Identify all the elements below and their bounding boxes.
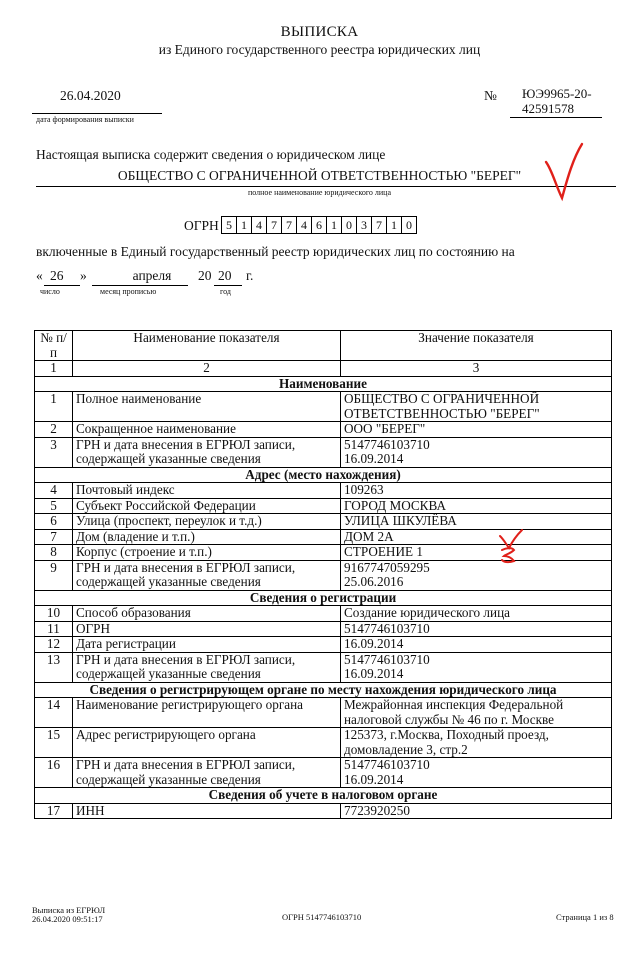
row-value: УЛИЦА ШКУЛЁВА bbox=[341, 514, 612, 530]
row-number: 17 bbox=[35, 803, 73, 819]
year-caption: год bbox=[220, 287, 231, 296]
row-value-cell bbox=[341, 758, 612, 788]
day-underline bbox=[44, 285, 80, 286]
row-value: 16.09.2014 bbox=[341, 637, 612, 653]
col-number: 1 bbox=[35, 361, 73, 377]
checkmark-icon bbox=[540, 140, 590, 204]
document-title: ВЫПИСКА bbox=[280, 24, 359, 40]
row-value-cell bbox=[341, 652, 612, 682]
intro-text: Настоящая выписка содержит сведения о юридическом лице bbox=[36, 147, 386, 162]
ogrn-digit: 6 bbox=[311, 216, 327, 234]
row-value: ДОМ 2А bbox=[341, 529, 612, 545]
ogrn-digit-boxes bbox=[222, 216, 417, 234]
row-value: 109263 bbox=[341, 483, 612, 499]
row-number: 9 bbox=[35, 560, 73, 590]
ogrn-digit: 0 bbox=[401, 216, 417, 234]
row-value: 5147746103710 bbox=[344, 757, 430, 772]
table-row bbox=[35, 728, 612, 758]
row-number: 4 bbox=[35, 483, 73, 499]
section-title: Наименование bbox=[35, 376, 612, 392]
footer-left-title: Выписка из ЕГРЮЛ bbox=[32, 905, 106, 915]
year-unit: г. bbox=[246, 268, 254, 283]
row-number: 6 bbox=[35, 514, 73, 530]
section-title: Сведения о регистрирующем органе по месту нахождения юридического лица bbox=[35, 682, 612, 698]
included-text: включенные в Единый государственный реестр юридических лиц по состоянию на bbox=[36, 244, 515, 259]
row-number: 12 bbox=[35, 637, 73, 653]
table-header-row bbox=[35, 331, 612, 361]
table-row bbox=[35, 803, 612, 819]
close-quote: » bbox=[80, 268, 87, 283]
ogrn-label: ОГРН bbox=[184, 218, 219, 233]
section-title: Сведения о регистрации bbox=[35, 590, 612, 606]
table-row bbox=[35, 652, 612, 682]
section-title: Сведения об учете в налоговом органе bbox=[35, 788, 612, 804]
row-value: ООО "БЕРЕГ" bbox=[341, 422, 612, 438]
month-caption: месяц прописью bbox=[100, 287, 157, 296]
section-row bbox=[35, 788, 612, 804]
day-caption: число bbox=[40, 287, 60, 296]
row-name: Способ образования bbox=[73, 606, 341, 622]
col-number: 2 bbox=[73, 361, 341, 377]
row-number: 10 bbox=[35, 606, 73, 622]
table-row bbox=[35, 422, 612, 438]
month-underline bbox=[92, 285, 188, 286]
row-value: 5147746103710 bbox=[344, 651, 430, 667]
section-row bbox=[35, 376, 612, 392]
formation-date-caption: дата формирования выписки bbox=[36, 115, 134, 124]
table-row bbox=[35, 758, 612, 788]
ogrn-digit: 1 bbox=[326, 216, 342, 234]
ogrn-digit: 7 bbox=[266, 216, 282, 234]
row-number: 14 bbox=[35, 698, 73, 728]
table-row bbox=[35, 606, 612, 622]
row-number: 3 bbox=[35, 437, 73, 467]
company-full-name: ОБЩЕСТВО С ОГРАНИЧЕННОЙ ОТВЕТСТВЕННОСТЬЮ "БЕРЕГ" bbox=[117, 168, 522, 183]
row-number: 5 bbox=[35, 498, 73, 514]
header-number: № п/п bbox=[35, 331, 73, 361]
ogrn-digit: 0 bbox=[341, 216, 357, 234]
state-month: апреля bbox=[132, 268, 172, 283]
number-sign: № bbox=[484, 88, 497, 103]
ogrn-digit: 7 bbox=[281, 216, 297, 234]
ogrn-digit: 1 bbox=[236, 216, 252, 234]
row-value: ОБЩЕСТВО С ОГРАНИЧЕННОЙ ОТВЕТСТВЕННОСТЬЮ "БЕРЕГ" bbox=[341, 392, 612, 422]
section-title: Адрес (место нахождения) bbox=[35, 467, 612, 483]
row-name: Полное наименование bbox=[73, 392, 341, 422]
section-row bbox=[35, 590, 612, 606]
row-number: 11 bbox=[35, 621, 73, 637]
header-value: Значение показателя bbox=[341, 331, 612, 361]
table-row bbox=[35, 514, 612, 530]
section-row bbox=[35, 467, 612, 483]
row-value: 9167747059295 bbox=[344, 559, 430, 575]
row-name: Дата регистрации bbox=[73, 637, 341, 653]
row-value: 7723920250 bbox=[341, 803, 612, 819]
row-value: ГОРОД МОСКВА bbox=[341, 498, 612, 514]
row-number: 15 bbox=[35, 728, 73, 758]
full-name-underline bbox=[36, 186, 616, 187]
date-underline bbox=[32, 113, 162, 114]
state-year-prefix: 20 bbox=[198, 268, 212, 283]
row-name: Сокращенное наименование bbox=[73, 422, 341, 438]
row-name: Корпус (строение и т.п.) bbox=[73, 545, 341, 561]
row-value: 5147746103710 bbox=[344, 436, 430, 452]
ogrn-digit: 3 bbox=[356, 216, 372, 234]
row-value: СТРОЕНИЕ 1 bbox=[341, 545, 612, 561]
footer-page-number: Страница 1 из 8 bbox=[556, 912, 614, 922]
table-row bbox=[35, 392, 612, 422]
footer-left bbox=[32, 906, 105, 924]
section-row bbox=[35, 682, 612, 698]
row-name: ГРН и дата внесения в ЕГРЮЛ записи, содержащей указанные сведения bbox=[73, 437, 341, 467]
row-value-date: 16.09.2014 bbox=[344, 451, 404, 466]
table-row bbox=[35, 498, 612, 514]
ogrn-digit: 4 bbox=[296, 216, 312, 234]
table-row bbox=[35, 621, 612, 637]
row-number: 7 bbox=[35, 529, 73, 545]
row-value-date: 25.06.2016 bbox=[344, 574, 404, 589]
row-number: 13 bbox=[35, 652, 73, 682]
row-name: ИНН bbox=[73, 803, 341, 819]
row-value: 5147746103710 bbox=[341, 621, 612, 637]
row-name: Наименование регистрирующего органа bbox=[73, 698, 341, 728]
column-number-row bbox=[35, 361, 612, 377]
row-value: Создание юридического лица bbox=[341, 606, 612, 622]
row-name: Дом (владение и т.п.) bbox=[73, 529, 341, 545]
row-name: Адрес регистрирующего органа bbox=[73, 728, 341, 758]
row-name: Субъект Российской Федерации bbox=[73, 498, 341, 514]
ogrn-digit: 1 bbox=[386, 216, 402, 234]
footer-left-timestamp: 26.04.2020 09:51:17 bbox=[32, 914, 103, 924]
state-day: 26 bbox=[50, 268, 64, 283]
row-value-cell bbox=[341, 560, 612, 590]
header-indicator: Наименование показателя bbox=[73, 331, 341, 361]
table-row bbox=[35, 698, 612, 728]
table-row bbox=[35, 637, 612, 653]
ogrn-digit: 7 bbox=[371, 216, 387, 234]
state-year-suffix: 20 bbox=[218, 268, 232, 283]
registry-table bbox=[34, 330, 612, 819]
row-name: ОГРН bbox=[73, 621, 341, 637]
row-value-cell bbox=[341, 437, 612, 467]
year-underline bbox=[214, 285, 242, 286]
row-name: ГРН и дата внесения в ЕГРЮЛ записи, содержащей указанные сведения bbox=[73, 652, 341, 682]
row-name: ГРН и дата внесения в ЕГРЮЛ записи, содержащей указанные сведения bbox=[73, 758, 341, 788]
row-name: Почтовый индекс bbox=[73, 483, 341, 499]
row-name: Улица (проспект, переулок и т.д.) bbox=[73, 514, 341, 530]
full-name-caption: полное наименование юридического лица bbox=[247, 188, 392, 197]
row-name: ГРН и дата внесения в ЕГРЮЛ записи, содержащей указанные сведения bbox=[73, 560, 341, 590]
row-value-date: 16.09.2014 bbox=[344, 771, 404, 787]
number-underline bbox=[510, 117, 602, 118]
ogrn-digit: 5 bbox=[221, 216, 237, 234]
open-quote: « bbox=[36, 268, 43, 283]
table-row bbox=[35, 483, 612, 499]
row-number: 2 bbox=[35, 422, 73, 438]
table-row bbox=[35, 437, 612, 467]
row-value: Межрайонная инспекция Федеральной налоговой службы № 46 по г. Москве bbox=[341, 698, 612, 728]
row-value-date: 16.09.2014 bbox=[344, 666, 404, 681]
row-number: 16 bbox=[35, 758, 73, 788]
ogrn-digit: 4 bbox=[251, 216, 267, 234]
footer-ogrn: ОГРН 5147746103710 bbox=[282, 912, 362, 922]
document-subtitle: из Единого государственного реестра юридических лиц bbox=[158, 42, 481, 57]
row-number: 8 bbox=[35, 545, 73, 561]
extract-number: ЮЭ9965-20-42591578 bbox=[522, 86, 592, 116]
row-value: 125373, г.Москва, Походный проезд, домовладение 3, стр.2 bbox=[341, 728, 612, 758]
formation-date: 26.04.2020 bbox=[60, 88, 121, 103]
checkmark-icon bbox=[496, 528, 526, 566]
row-number: 1 bbox=[35, 392, 73, 422]
col-number: 3 bbox=[341, 361, 612, 377]
